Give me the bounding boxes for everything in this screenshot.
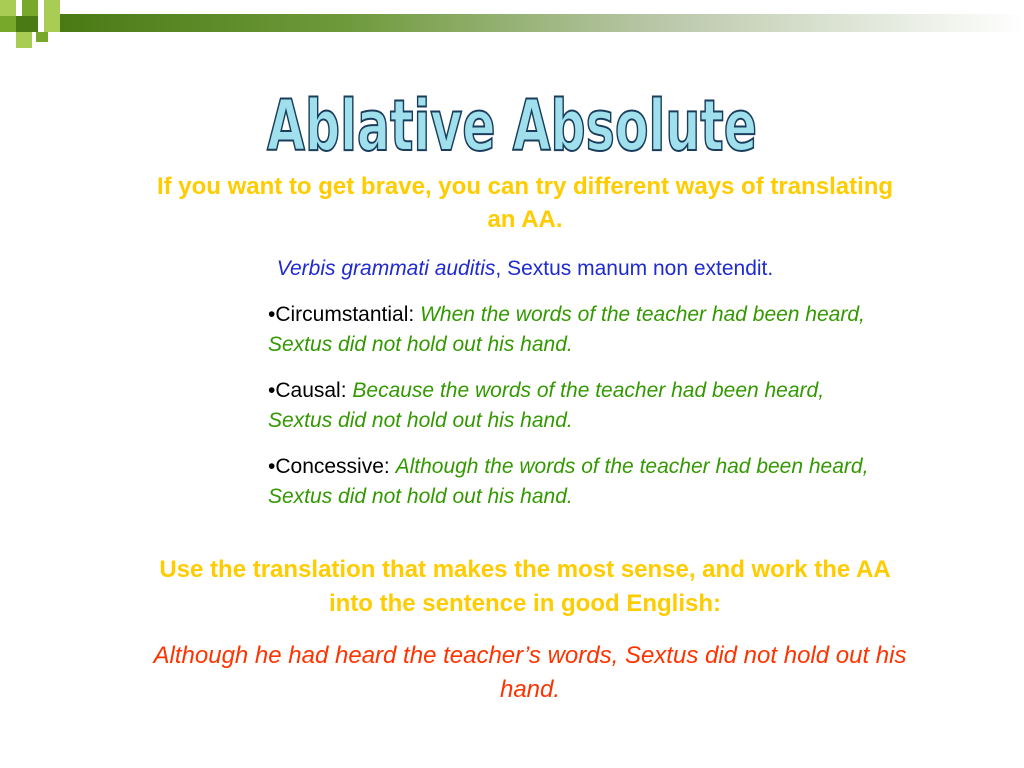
deco-square: [44, 0, 60, 16]
bullet-text: Because the words of the teacher had been heard, Sextus did not hold out his hand.: [268, 379, 825, 432]
title-container: [0, 80, 1024, 167]
instruction-text: Use the translation that makes the most sense, and work the AA into the sentence in good English:: [159, 556, 891, 617]
slide-title: Ablative Absolute: [267, 85, 757, 167]
bullet-circumstantial: [268, 300, 878, 360]
deco-square: [44, 16, 60, 32]
final-translation: Although he had heard the teacher’s words, Sextus did not hold out his hand.: [153, 642, 907, 703]
slide-title-art: [252, 80, 772, 167]
bullet-text: Although the words of the teacher had been heard, Sextus did not hold out his hand.: [268, 455, 869, 508]
intro-text: If you want to get brave, you can try different ways of translating an AA.: [156, 173, 894, 233]
deco-square: [16, 32, 32, 48]
latin-example-rest: , Sextus manum non extendit.: [495, 257, 774, 280]
deco-square: [0, 16, 16, 32]
latin-example-italic: Verbis grammati auditis: [276, 257, 496, 280]
bullet-label: •Circumstantial:: [268, 303, 421, 326]
latin-example: [150, 255, 900, 283]
bullet-causal: [268, 376, 878, 436]
bullet-text: When the words of the teacher had been heard, Sextus did not hold out his hand.: [268, 303, 865, 356]
deco-square: [36, 32, 48, 42]
bullet-concessive: [268, 452, 878, 512]
translation-options-list: [268, 300, 878, 528]
deco-square: [22, 0, 38, 16]
deco-square: [0, 0, 16, 16]
bullet-label: •Concessive:: [268, 455, 396, 478]
deco-square: [16, 16, 38, 32]
top-gradient-bar: [60, 14, 1024, 32]
bullet-label: •Causal:: [268, 379, 353, 402]
